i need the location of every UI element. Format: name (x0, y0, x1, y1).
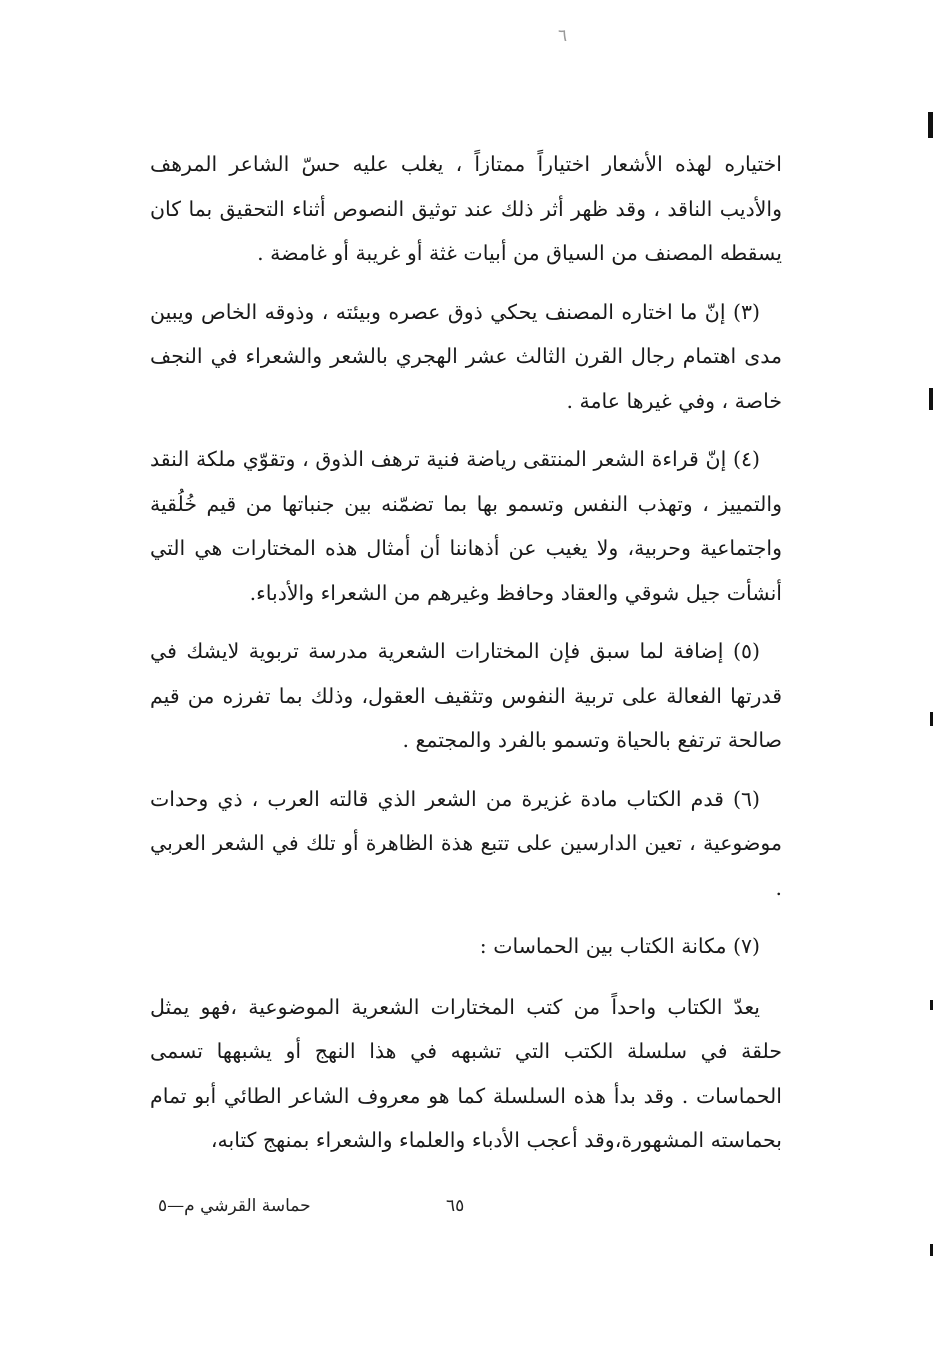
paragraph-item-3: (٣) إنّ ما اختاره المصنف يحكي ذوق عصره وبيئته ، وذوقه الخاص ويبين مدى اهتمام رجال القرن الثالث عشر الهجري بالشعر والشعراء في النجف خاصة ، وفي غيرها عامة . (150, 299, 782, 413)
paragraph-continuation: اختياره لهذه الأشعار اختياراً ممتازاً ، يغلب عليه حسّ الشاعر المرهف والأديب الناقد ، وقد ظهر أثر ذلك عند توثيق النصوص أثناء التحقيق بما كان يسقطه المصنف من السياق من أبيات غثة أو غريبة أو غامضة . (150, 152, 782, 265)
scan-edge-mark (929, 388, 933, 410)
page-number: ٦٥ (446, 1196, 465, 1216)
paragraph-item-6: (٦) قدم الكتاب مادة غزيرة من الشعر الذي قالته العرب ، ذي وحدات موضوعية ، تعين الدارسين على تتبع هذة الظاهرة أو تلك في الشعر العربي . (150, 786, 782, 900)
scan-edge-mark (928, 112, 933, 138)
footer-signature: حماسة القرشي م—٥ (158, 1196, 311, 1216)
body-text (150, 142, 782, 1177)
paragraph-section-7: يعدّ الكتاب واحداً من كتب المختارات الشعرية الموضوعية ،فهو يمثل حلقة في سلسلة الكتب التي تشبهه في هذا النهج أو يشبهها تسمى الحماسات . وقد بدأ هذه السلسلة كما هو معروف الشاعر الطائي أبو تمام بحماسته المشهورة،وقد أعجب الأدباء والعلماء والشعراء بمنهج كتابه، (150, 994, 782, 1152)
paragraph-item-4: (٤) إنّ قراءة الشعر المنتقى رياضة فنية ترهف الذوق ، وتقوّي ملكة النقد والتمييز ، وتهذب النفس وتسمو بها بما تضمّنه بين جنباتها من قيم خُلُقية واجتماعية وحربية، ولا يغيب عن أذهاننا أن أمثال هذه المختارات هي التي أنشأت جيل شوقي والعقاد وحافظ وغيرهم من الشعراء والأدباء. (150, 447, 782, 605)
corner-mark: ٦ (558, 26, 568, 46)
paragraph-item-5: (٥) إضافة لما سبق فإن المختارات الشعرية مدرسة تربوية لايشك في قدرتها الفعالة على تربية النفوس وتثقيف العقول، وذلك بما تفرزه من قيم صالحة ترتفع بالحياة وتسمو بالفرد والمجتمع . (150, 639, 782, 752)
section-heading-7: (٧) مكانة الكتاب بين الحماسات : (479, 934, 760, 958)
